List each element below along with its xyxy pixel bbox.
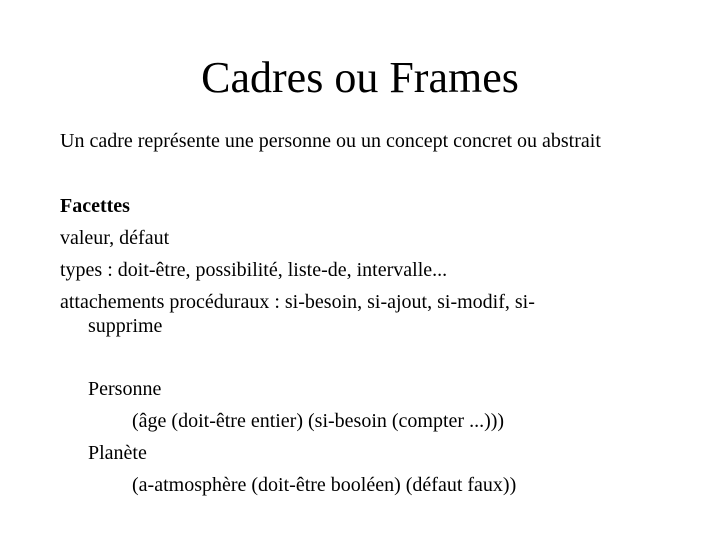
facettes-heading: Facettes	[60, 195, 130, 217]
facette-attachements-line2: supprime	[88, 315, 163, 337]
facette-attachements-line1: attachements procéduraux : si-besoin, si-ajout, si-modif, si-	[60, 291, 535, 313]
intro-text: Un cadre représente une personne ou un concept concret ou abstrait	[60, 130, 601, 152]
example-planete-detail: (a-atmosphère (doit-être booléen) (défaut faux))	[132, 474, 517, 496]
example-personne: Personne	[88, 378, 162, 400]
facette-valeur: valeur, défaut	[60, 227, 170, 249]
facette-types: types : doit-être, possibilité, liste-de, intervalle...	[60, 259, 448, 281]
example-planete: Planète	[88, 442, 147, 464]
example-personne-detail: (âge (doit-être entier) (si-besoin (compter ...)))	[132, 410, 505, 432]
slide-title: Cadres ou Frames	[201, 53, 519, 102]
